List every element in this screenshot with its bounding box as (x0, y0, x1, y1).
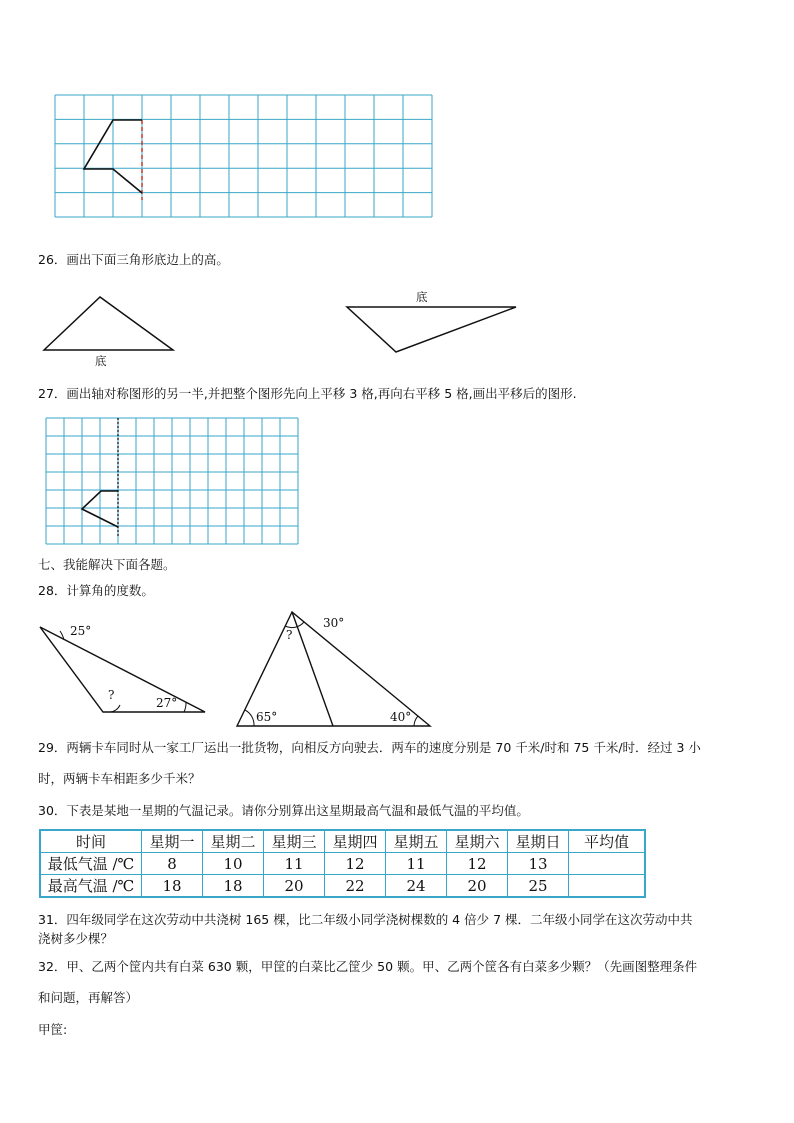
table-cell: 8 (142, 853, 203, 875)
table-cell: 22 (325, 875, 386, 898)
table-cell: 10 (203, 853, 264, 875)
table-row (40, 853, 645, 875)
average-cell[interactable] (569, 853, 646, 875)
top-grid (55, 95, 432, 217)
top-grid-figure (0, 0, 794, 230)
table-header-cell: 平均值 (569, 830, 646, 853)
q28-arc-top-2 (285, 622, 304, 628)
q28-fig1-unknown: ? (108, 688, 115, 702)
question-26: 26．画出下面三角形底边上的高。 (38, 252, 229, 267)
answer-label-jia: 甲筐: (38, 1022, 68, 1037)
question-27: 27．画出轴对称图形的另一半,并把整个图形先向上平移 3 格,再向右平移 5 格,画出平移后的图形. (38, 386, 577, 401)
table-header-cell: 星期日 (508, 830, 569, 853)
row-label: 最低气温 /℃ (40, 853, 142, 875)
triangle-2 (347, 307, 516, 352)
q28-fig1-angle-27: 27° (156, 696, 178, 710)
question-32-line2: 和问题，再解答） (38, 990, 139, 1005)
table-header-cell: 星期六 (447, 830, 508, 853)
table-row (40, 875, 645, 898)
table-cell: 11 (264, 853, 325, 875)
q28-arc-right-2 (414, 716, 418, 726)
q28-arc-unknown-1 (110, 705, 120, 712)
q26-triangles (0, 280, 794, 370)
q28-fig2-angle-30: 30° (323, 616, 345, 630)
table-header-cell: 星期五 (386, 830, 447, 853)
q28-fig2-angle-65: 65° (256, 710, 278, 724)
table-cell: 12 (447, 853, 508, 875)
table-cell: 18 (203, 875, 264, 898)
q28-arc-left-2 (245, 710, 254, 726)
table-header-cell: 星期一 (142, 830, 203, 853)
table-cell: 20 (264, 875, 325, 898)
table-header-cell: 星期四 (325, 830, 386, 853)
question-29-line2: 时，两辆卡车相距多少千米？ (38, 771, 201, 786)
triangle-1 (44, 297, 173, 350)
table-cell: 11 (386, 853, 447, 875)
temperature-table (39, 829, 646, 898)
average-cell[interactable] (569, 875, 646, 898)
question-32-line1: 32．甲、乙两个筐内共有白菜 630 颗，甲筐的白菜比乙筐少 50 颗。甲、乙两个筐各有白菜多少颗？（先画图整理条件 (38, 959, 698, 974)
table-cell: 20 (447, 875, 508, 898)
table-cell: 13 (508, 853, 569, 875)
row-label: 最高气温 /℃ (40, 875, 142, 898)
table-header-cell: 时间 (40, 830, 142, 853)
q27-grid (46, 418, 298, 544)
table-header-row (40, 830, 645, 853)
table-cell: 25 (508, 875, 569, 898)
table-cell: 12 (325, 853, 386, 875)
q28-fig2-unknown: ? (286, 628, 293, 642)
q28-fig1-angle-25: 25° (70, 624, 92, 638)
question-28: 28．计算角的度数。 (38, 583, 154, 598)
table-cell: 24 (386, 875, 447, 898)
q28-triangle-1 (40, 627, 205, 712)
triangle-1-base-label: 底 (95, 354, 107, 368)
question-31-line1: 31．四年级同学在这次劳动中共浇树 165 棵，比二年级小同学浇树棵数的 4 倍少 7 棵．二年级小同学在这次劳动中共 (38, 912, 693, 927)
q27-grid-figure (0, 410, 794, 550)
q28-arc-right-1 (184, 702, 186, 712)
question-30: 30．下表是某地一星期的气温记录。请你分别算出这星期最高气温和最低气温的平均值。 (38, 803, 529, 818)
question-31-line2: 浇树多少棵？ (38, 931, 114, 946)
section-7-title: 七、我能解决下面各题。 (38, 557, 176, 572)
triangle-2-base-label: 底 (416, 290, 428, 304)
table-cell: 18 (142, 875, 203, 898)
table-header-cell: 星期三 (264, 830, 325, 853)
q28-fig2-angle-40: 40° (390, 710, 412, 724)
table-header-cell: 星期二 (203, 830, 264, 853)
question-29-line1: 29．两辆卡车同时从一家工厂运出一批货物，向相反方向驶去．两车的速度分别是 70 千米/时和 75 千米/时．经过 3 小 (38, 740, 701, 755)
